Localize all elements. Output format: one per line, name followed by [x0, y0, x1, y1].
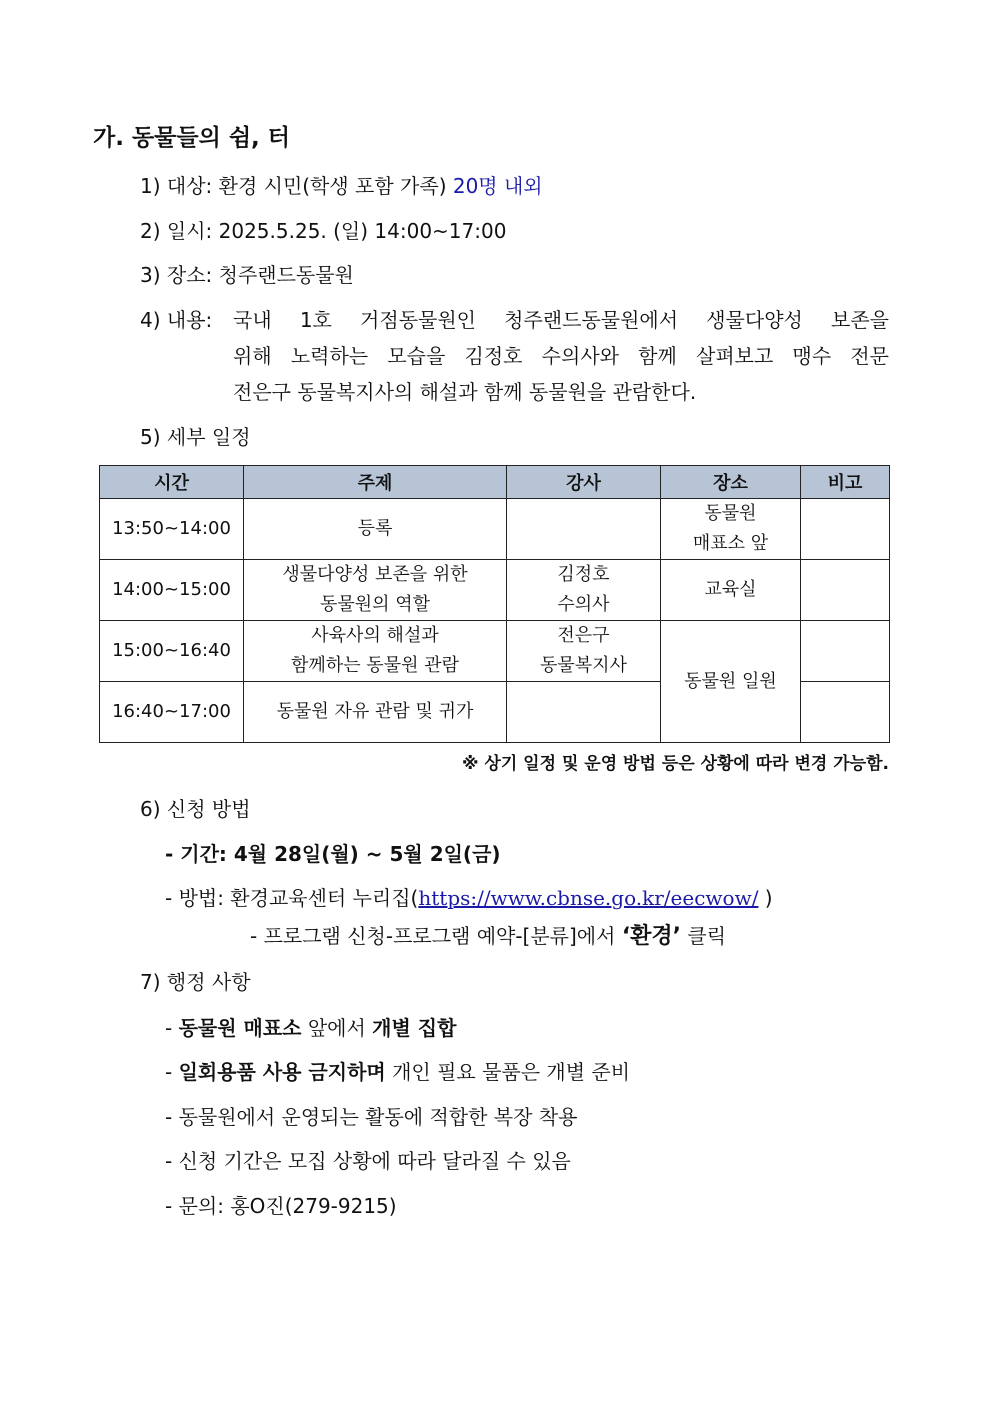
header-place: 장소: [661, 466, 801, 499]
apply-method-link[interactable]: https://www.cbnse.go.kr/eecwow/: [418, 886, 759, 910]
schedule-label: 5) 세부 일정: [140, 425, 251, 449]
section-title: 가. 동물들의 쉼, 터: [93, 125, 291, 151]
cell-time: 16:40~17:00: [100, 682, 244, 743]
cell-place-text: 동물원 매표소 앞: [692, 503, 769, 554]
admin-item-3: - 동물원에서 운영되는 활동에 적합한 복장 착용: [165, 1105, 578, 1129]
cell-topic: [244, 560, 507, 621]
header-topic: 주제: [244, 466, 507, 499]
cell-topic-text: 생물다양성 보존을 위한 동물원의 역할: [282, 564, 468, 615]
date-label: 2) 일시:: [140, 219, 219, 243]
content-line-1: 국내 1호 거점동물원인 청주랜드동물원에서 생물다양성 보존을: [233, 308, 889, 332]
cell-time: 13:50~14:00: [100, 499, 244, 560]
cell-lecturer: [507, 499, 661, 560]
cell-note: [801, 621, 890, 682]
admin-item-1-bold-1: 동물원 매표소: [178, 1016, 302, 1040]
admin-item-1-bold-2: 개별 집합: [372, 1016, 457, 1040]
cell-lecturer: [507, 682, 661, 743]
apply-sub-suffix: 클릭: [681, 924, 727, 948]
content-line-2: 위해 노력하는 모습을 김정호 수의사와 함께 살펴보고 맹수 전문: [233, 344, 889, 368]
admin-item-5: - 문의: 홍O진(279-9215): [165, 1194, 397, 1218]
target-line: [140, 172, 543, 200]
apply-sub: [250, 922, 726, 951]
apply-period: - 기간: 4월 28일(월) ~ 5월 2일(금): [165, 842, 501, 866]
admin-item-2-bold: 일회용품 사용 금지하며: [178, 1060, 386, 1084]
table-row: [100, 621, 890, 682]
cell-note: [801, 560, 890, 621]
admin-label: 7) 행정 사항: [140, 970, 251, 994]
admin-item-2-rest: 개인 필요 물품은 개별 준비: [385, 1060, 631, 1084]
apply-method-suffix: ): [758, 886, 773, 910]
table-header-row: [100, 466, 890, 499]
apply-method-prefix: - 방법: 환경교육센터 누리집(: [165, 886, 419, 910]
admin-item-1: [165, 1014, 456, 1042]
date-value: 2025.5.25. (일) 14:00~17:00: [218, 219, 507, 243]
cell-time: 14:00~15:00: [100, 560, 244, 621]
cell-place: 동물원 일원: [661, 621, 801, 743]
apply-method: [165, 884, 773, 912]
table-footnote: ※ 상기 일정 및 운영 방법 등은 상황에 따라 변경 가능함.: [461, 754, 889, 774]
content-label: 4) 내용:: [140, 308, 213, 332]
header-time: 시간: [100, 466, 244, 499]
admin-item-2: [165, 1058, 630, 1086]
cell-note: [801, 682, 890, 743]
cell-topic: [244, 621, 507, 682]
table-row: [100, 499, 890, 560]
cell-topic: 등록: [244, 499, 507, 560]
cell-lecturer: [507, 560, 661, 621]
table-row: [100, 560, 890, 621]
header-lecturer: 강사: [507, 466, 661, 499]
cell-time: 15:00~16:40: [100, 621, 244, 682]
target-count: 20명 내외: [452, 174, 543, 198]
header-note: 비고: [801, 466, 890, 499]
cell-note: [801, 499, 890, 560]
cell-place: 교육실: [661, 560, 801, 621]
cell-place: [661, 499, 801, 560]
schedule-table: [99, 465, 890, 743]
target-label: 1) 대상: 환경 시민(학생 포함 가족): [140, 174, 453, 198]
date-line: [140, 217, 506, 245]
cell-lecturer-text: 전은구 동물복지사: [540, 625, 627, 676]
cell-topic: 동물원 자유 관람 및 귀가: [244, 682, 507, 743]
apply-label: 6) 신청 방법: [140, 797, 251, 821]
cell-topic-text: 사육사의 해설과 함께하는 동물원 관람: [291, 625, 459, 676]
cell-lecturer: [507, 621, 661, 682]
admin-item-1-mid: 앞에서: [301, 1016, 373, 1040]
admin-item-1-dash: -: [165, 1016, 179, 1040]
apply-sub-keyword: ‘환경’: [621, 924, 682, 949]
admin-item-4: - 신청 기간은 모집 상황에 따라 달라질 수 있음: [165, 1149, 571, 1173]
cell-lecturer-text: 김정호 수의사: [557, 564, 610, 615]
place-line: 3) 장소: 청주랜드동물원: [140, 263, 354, 287]
apply-sub-prefix: - 프로그램 신청-프로그램 예약-[분류]에서: [250, 924, 622, 948]
admin-item-2-dash: -: [165, 1060, 179, 1084]
content-line-3: 전은구 동물복지사의 해설과 함께 동물원을 관람한다.: [233, 380, 697, 404]
